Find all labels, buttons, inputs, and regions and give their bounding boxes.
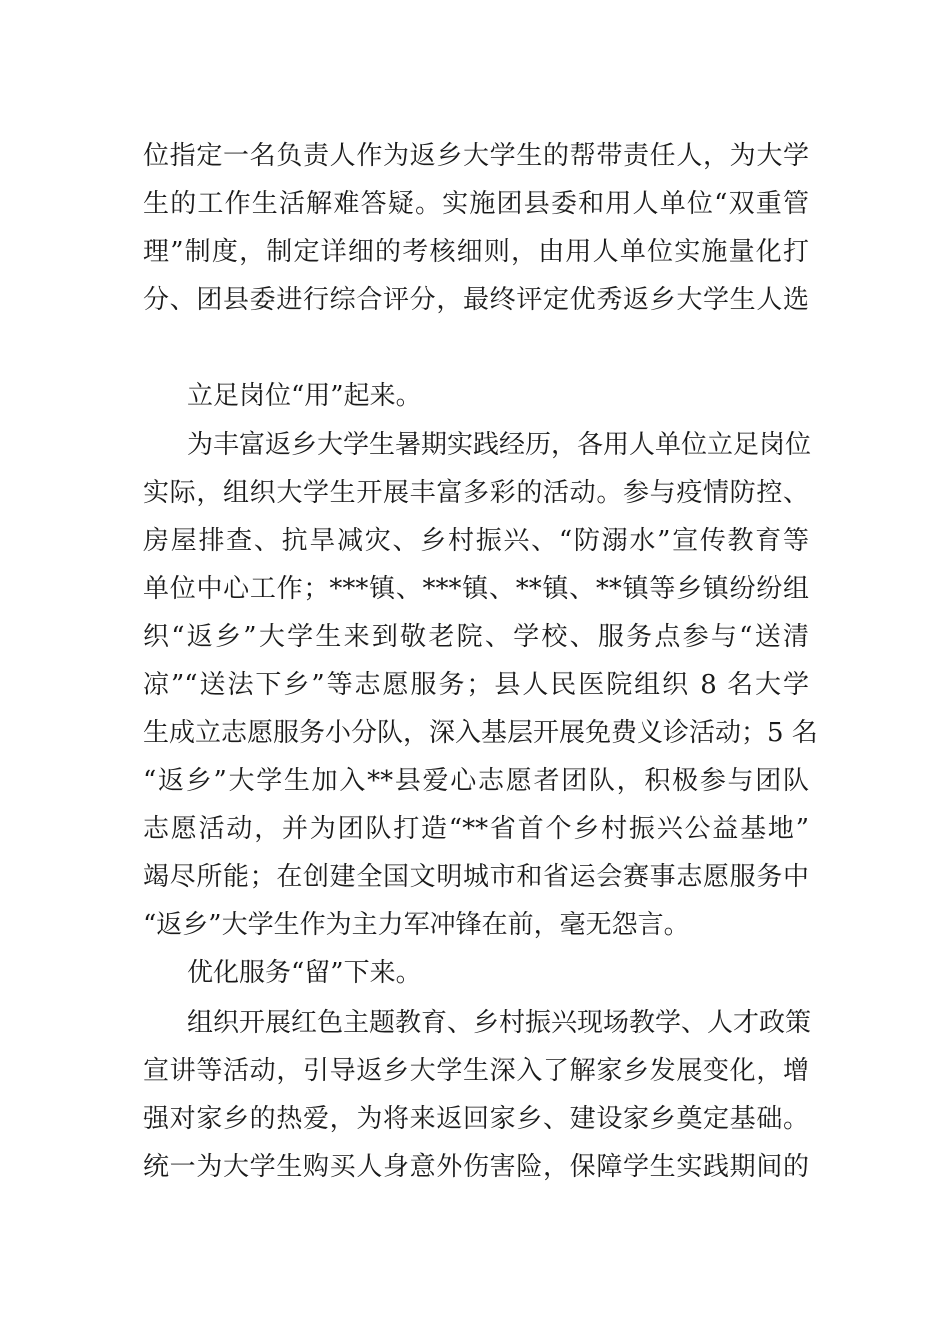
paragraph-line: 组织开展红色主题教育、乡村振兴现场教学、人才政策 — [187, 1008, 812, 1038]
paragraph-line: 房屋排查、抗旱减灾、乡村振兴、“防溺水”宣传教育等 — [143, 526, 809, 556]
paragraph-line: 凉”“送法下乡”等志愿服务；县人民医院组织 8 名大学 — [143, 670, 809, 700]
paragraph-line: “返乡”大学生作为主力军冲锋在前，毫无怨言。 — [143, 910, 690, 940]
paragraph-line: 统一为大学生购买人身意外伤害险，保障学生实践期间的 — [143, 1152, 809, 1182]
section-heading: 立足岗位“用”起来。 — [187, 381, 422, 411]
paragraph-line: 分、团县委进行综合评分，最终评定优秀返乡大学生人选 — [143, 285, 809, 315]
paragraph-line: 竭尽所能；在创建全国文明城市和省运会赛事志愿服务中 — [143, 862, 809, 892]
paragraph-line: “返乡”大学生加入**县爱心志愿者团队，积极参与团队 — [143, 766, 809, 796]
paragraph-line: 强对家乡的热爱，为将来返回家乡、建设家乡奠定基础。 — [143, 1104, 809, 1134]
paragraph-line: 理”制度，制定详细的考核细则，由用人单位实施量化打 — [143, 237, 809, 267]
paragraph-line: 宣讲等活动，引导返乡大学生深入了解家乡发展变化，增 — [143, 1056, 809, 1086]
paragraph-line: 为丰富返乡大学生暑期实践经历，各用人单位立足岗位 — [187, 430, 812, 460]
paragraph-line: 志愿活动，并为团队打造“**省首个乡村振兴公益基地” — [143, 814, 809, 844]
paragraph-line: 织“返乡”大学生来到敬老院、学校、服务点参与“送清 — [143, 622, 809, 652]
section-heading: 优化服务“留”下来。 — [187, 958, 422, 988]
paragraph-line: 位指定一名负责人作为返乡大学生的帮带责任人，为大学 — [143, 141, 809, 171]
paragraph-line: 实际，组织大学生开展丰富多彩的活动。参与疫情防控、 — [143, 478, 809, 508]
paragraph-line: 单位中心工作；***镇、***镇、**镇、**镇等乡镇纷纷组 — [143, 574, 809, 604]
paragraph-line: 生的工作生活解难答疑。实施团县委和用人单位“双重管 — [143, 189, 809, 219]
paragraph-line: 生成立志愿服务小分队，深入基层开展免费义诊活动；5 名 — [143, 718, 818, 748]
